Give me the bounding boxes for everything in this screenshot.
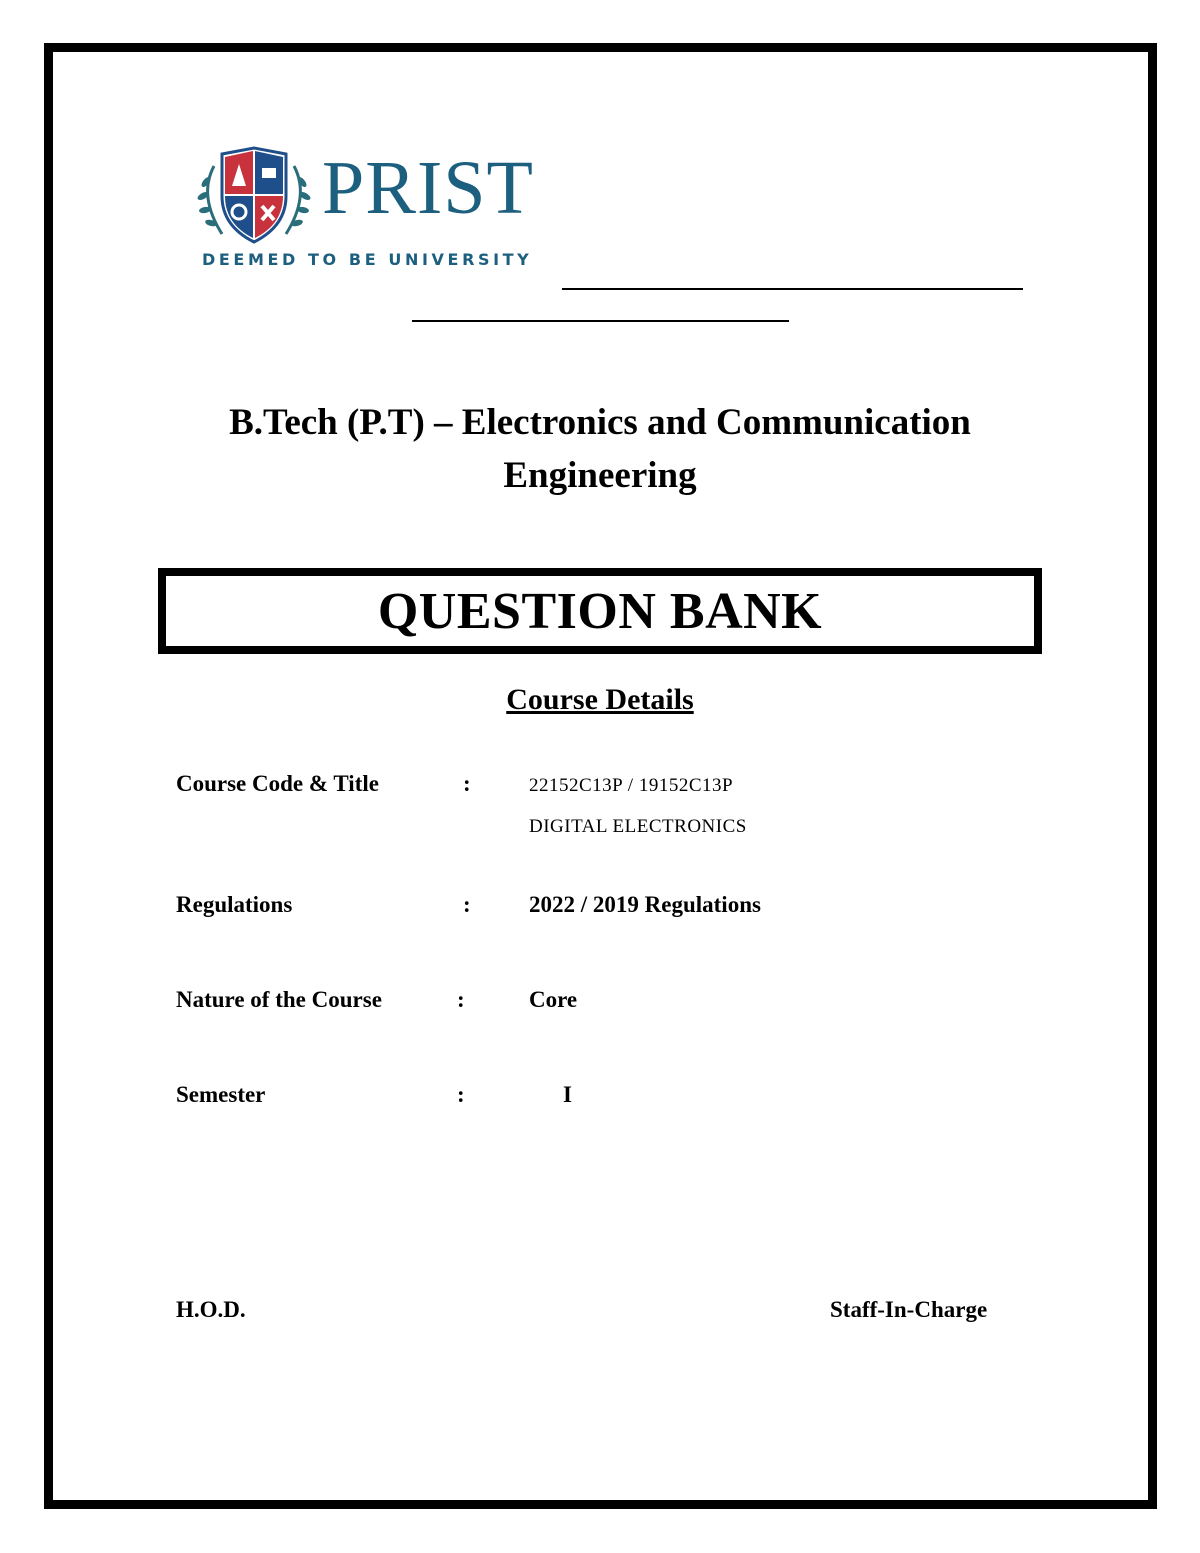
hod-signature-label: H.O.D.: [176, 1297, 246, 1322]
nature-label: Nature of the Course: [176, 987, 382, 1012]
header-rule-lower: [412, 320, 789, 322]
question-bank-title: QUESTION BANK: [377, 582, 823, 640]
semester-colon: :: [457, 1082, 465, 1107]
course-title-value: DIGITAL ELECTRONICS: [529, 816, 747, 837]
university-logo: [180, 142, 550, 282]
nature-colon: :: [457, 987, 465, 1012]
shield-emblem-icon: [192, 146, 316, 246]
course-details-heading: Course Details: [506, 683, 694, 716]
semester-value: I: [563, 1082, 572, 1107]
program-title-line1: B.Tech (P.T) – Electronics and Communication: [229, 402, 971, 443]
course-code-colon: :: [463, 771, 471, 796]
nature-value: Core: [529, 987, 578, 1012]
logo-wordmark: PRIST: [322, 146, 534, 230]
semester-label: Semester: [176, 1082, 266, 1107]
regulations-colon: :: [463, 892, 471, 917]
course-code-label: Course Code & Title: [176, 771, 379, 796]
logo-tagline: DEEMED TO BE UNIVERSITY: [202, 250, 533, 269]
question-bank-banner: [158, 568, 1042, 654]
course-code-value: 22152C13P / 19152C13P: [529, 775, 734, 796]
program-title-line2: Engineering: [503, 455, 697, 496]
regulations-value: 2022 / 2019 Regulations: [529, 892, 761, 917]
staff-in-charge-label: Staff-In-Charge: [830, 1297, 988, 1322]
header-rule-upper: [562, 288, 1023, 290]
program-title: [100, 396, 1100, 502]
regulations-label: Regulations: [176, 892, 293, 917]
